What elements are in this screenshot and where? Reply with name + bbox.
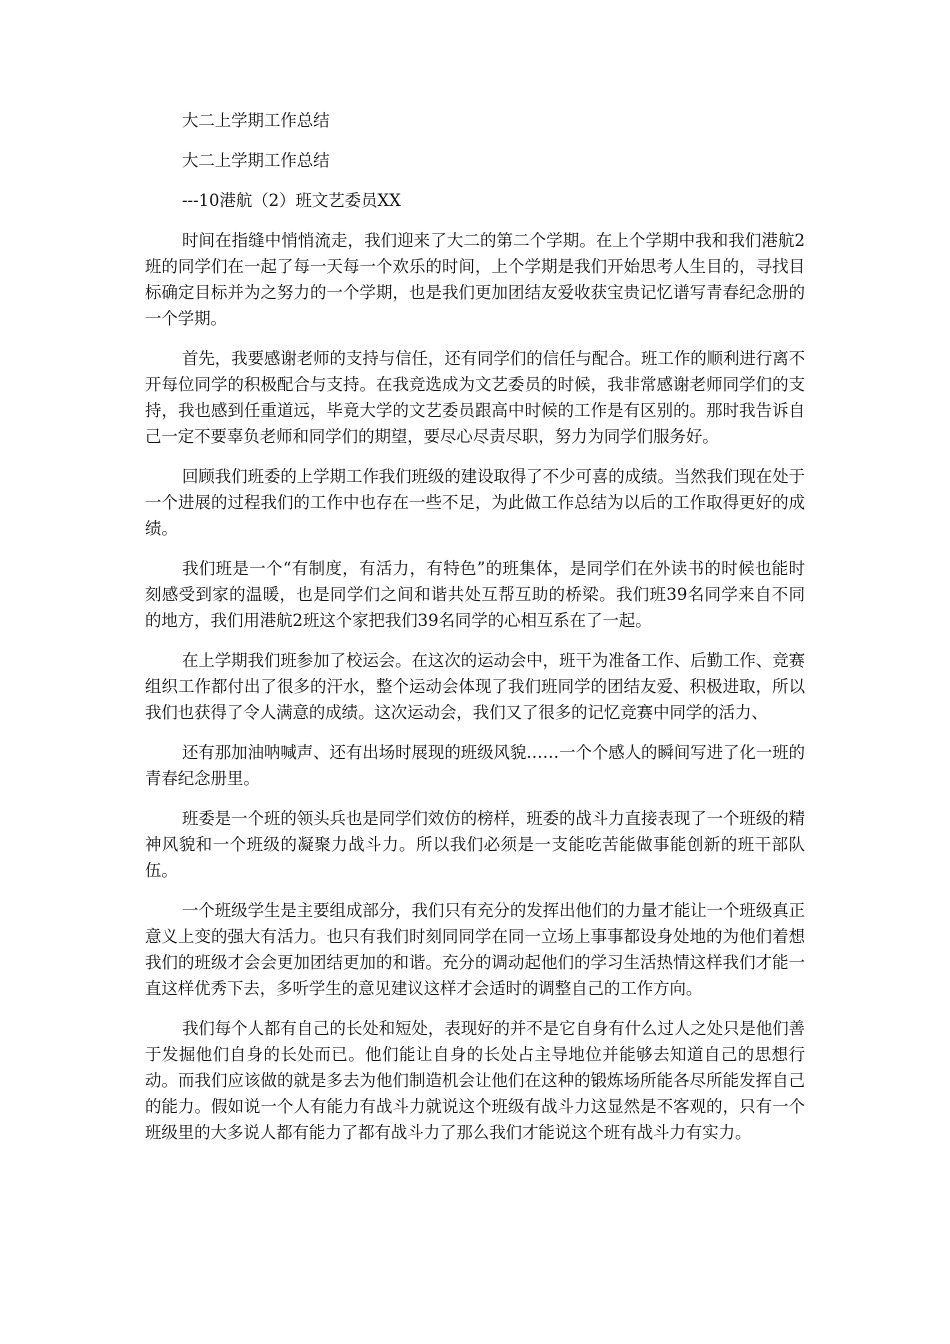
document-title: 大二上学期工作总结 [182,111,330,130]
paragraph: 班委是一个班的领头兵也是同学们效仿的榜样，班委的战斗力直接表现了一个班级的精神风貌和一个班级的凝聚力战斗力。所以我们必须是一支能吃苦能做事能创新的班干部队伍。 [145,809,805,880]
document-byline: ---10港航（2）班文艺委员XX [182,191,401,210]
paragraph: 回顾我们班委的上学期工作我们班级的建设取得了不少可喜的成绩。当然我们现在处于一个进展的过程我们的工作中也存在一些不足，为此做工作总结为以后的工作取得更好的成绩。 [145,467,805,538]
paragraph: 时间在指缝中悄悄流走，我们迎来了大二的第二个学期。在上个学期中我和我们港航2班的同学们在一起了每一天每一个欢乐的时间，上个学期是我们开始思考人生目的，寻找目标确定目标并为之努力的一个学期，也是我们更加团结友爱收获宝贵记忆谱写青春纪念册的一个学期。 [145,231,805,328]
paragraph: 我们每个人都有自己的长处和短处，表现好的并不是它自身有什么过人之处只是他们善于发掘他们自身的长处而已。他们能让自身的长处占主导地位并能够去知道自己的思想行动。而我们应该做的就是多去为他们制造机会让他们在这种的锻炼场所能各尽所能发挥自己的能力。假如说一个人有能力有战斗力就说这个班级有战斗力这显然是不客观的，只有一个班级里的大多说人都有能力了都有战斗力了那么我们才能说这个班有战斗力有实力。 [145,1019,805,1142]
paragraph: 一个班级学生是主要组成部分，我们只有充分的发挥出他们的力量才能让一个班级真正意义上变的强大有活力。也只有我们时刻同同学在同一立场上事事都设身处地的为他们着想我们的班级才会会更加团结更加的和谐。充分的调动起他们的学习生活热情这样我们才能一直这样优秀下去，多听学生的意见建议这样才会适时的调整自己的工作方向。 [145,901,805,998]
document-body [145,108,805,1160]
paragraph: 我们班是一个“有制度，有活力，有特色”的班集体，是同学们在外读书的时候也能时刻感受到家的温暖，也是同学们之间和谐共处互帮互助的桥梁。我们班39名同学来自不同的地方，我们用港航2班这个家把我们39名同学的心相互系在了一起。 [145,559,805,630]
paragraph: 在上学期我们班参加了校运会。在这次的运动会中，班干为准备工作、后勤工作、竞赛组织工作都付出了很多的汗水，整个运动会体现了我们班同学的团结友爱、积极进取，所以我们也获得了令人满意的成绩。这次运动会，我们又了很多的记忆竞赛中同学的活力、 [145,651,805,722]
paragraph: 首先，我要感谢老师的支持与信任，还有同学们的信任与配合。班工作的顺利进行离不开每位同学的积极配合与支持。在我竞选成为文艺委员的时候，我非常感谢老师同学们的支持，我也感到任重道远，毕竟大学的文艺委员跟高中时候的工作是有区别的。那时我告诉自己一定不要辜负老师和同学们的期望，要尽心尽责尽职，努力为同学们服务好。 [145,349,805,446]
document-subtitle: 大二上学期工作总结 [182,151,330,170]
paragraph: 还有那加油呐喊声、还有出场时展现的班级风貌……一个个感人的瞬间写进了化一班的青春纪念册里。 [145,743,805,788]
